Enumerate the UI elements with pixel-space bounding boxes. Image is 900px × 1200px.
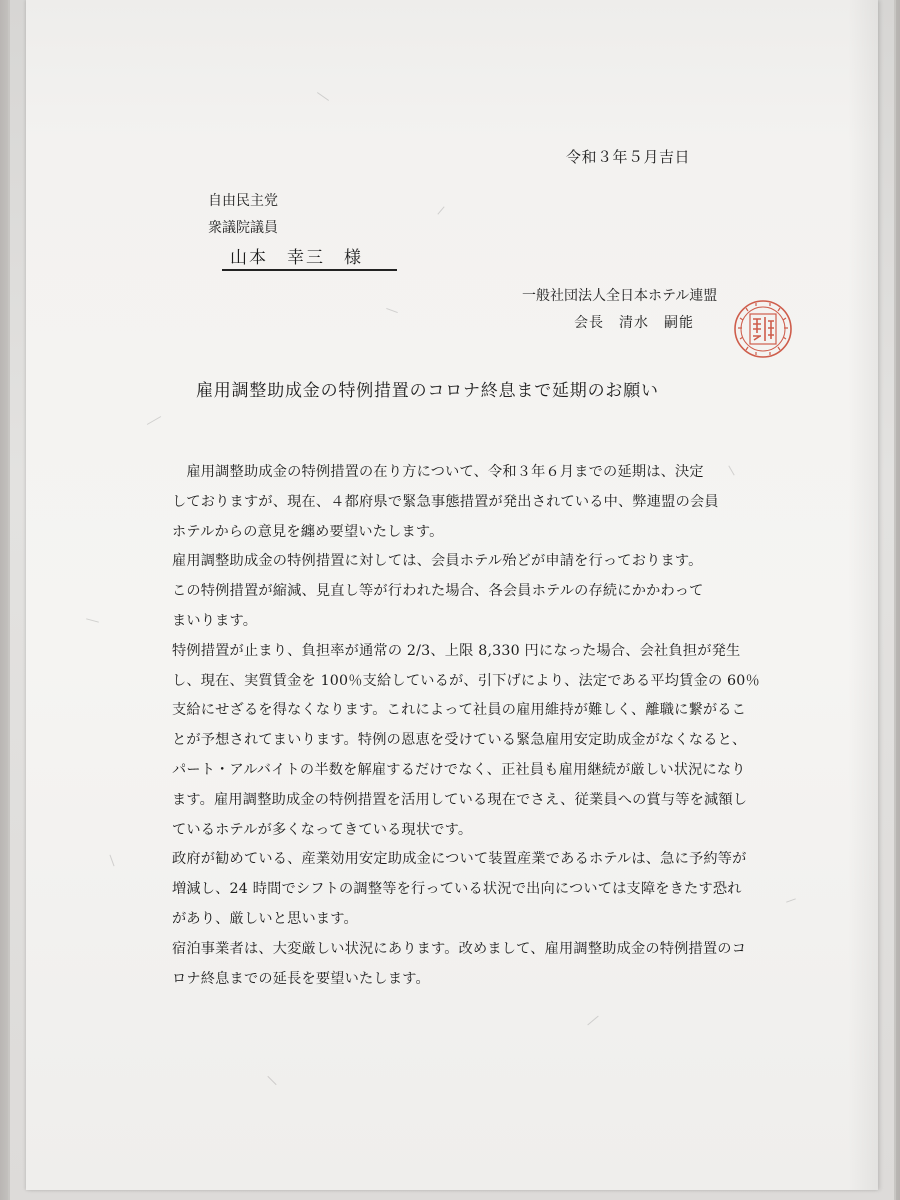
paper-fiber: [587, 1016, 598, 1026]
official-seal-stamp: [732, 298, 794, 360]
body-text-line: ロナ終息までの延長を要望いたします。: [172, 970, 430, 987]
paper-fiber: [386, 308, 398, 313]
body-text-line: 支給にせざるを得なくなります。これによって社員の雇用維持が難しく、離職に繋がるこ: [172, 702, 747, 719]
body-text-line: ているホテルが多くなってきている現状です。: [172, 821, 473, 838]
recipient-name: 山本 幸三 様: [230, 248, 363, 268]
paper-fiber: [437, 206, 444, 214]
body-text-line: パート・アルバイトの半数を解雇するだけでなく、正社員も雇用継続が厳しい状況になり: [172, 762, 746, 778]
recipient-underline: [222, 269, 397, 271]
body-text-line: 政府が勧めている、産業効用安定助成金について装置産業であるホテルは、急に予約等が: [172, 851, 747, 868]
paper-fiber: [317, 92, 329, 101]
body-text-line: し、現在、実質賃金を 100％支給しているが、引下げにより、法定である平均賃金の 60％: [172, 672, 760, 689]
body-text-line: 特例措置が止まり、負担率が通常の 2/3、上限 8,330 円になった場合、会社負担が発生: [172, 642, 741, 659]
body-text-line: しておりますが、現在、４都府県で緊急事態措置が発出されている中、弊連盟の会員: [172, 493, 719, 510]
body-text-line: まいります。: [172, 613, 258, 629]
body-text-line: とが予想されてまいります。特例の恩恵を受けている緊急雇用安定助成金がなくなると、: [172, 732, 747, 749]
body-text-line: この特例措置が縮減、見直し等が行われた場合、各会員ホテルの存続にかかわって: [172, 583, 704, 600]
recipient-role: 衆議院議員: [208, 220, 278, 236]
body-text-line: 雇用調整助成金の特例措置に対しては、会員ホテル殆どが申請を行っております。: [172, 553, 703, 570]
sender-organization: 一般社団法人全日本ホテル連盟: [522, 288, 718, 304]
paper-fiber: [728, 465, 734, 475]
paper-fiber: [86, 618, 99, 622]
body-text-line: ホテルからの意見を纏め要望いたします。: [172, 523, 444, 540]
letter-date: 令和３年５月吉日: [566, 148, 691, 166]
letter-title: 雇用調整助成金の特例措置のコロナ終息まで延期のお願い: [196, 381, 659, 401]
body-text-line: があり、厳しいと思います。: [172, 911, 358, 927]
paper-fiber: [786, 898, 796, 902]
paper-fiber: [109, 855, 114, 867]
body-text-line: 増減し、24 時間でシフトの調整等を行っている状況で出向については支障をきたす恐れ: [172, 881, 742, 898]
paper-fiber: [147, 416, 161, 425]
paper-fiber: [267, 1076, 276, 1085]
body-text-line: 宿泊事業者は、大変厳しい状況にあります。改めまして、雇用調整助成金の特例措置のコ: [172, 940, 747, 957]
body-text-line: 雇用調整助成金の特例措置の在り方について、令和３年６月までの延期は、決定: [172, 464, 704, 480]
body-text-line: ます。雇用調整助成金の特例措置を活用している現在でさえ、従業員への賞与等を減額し: [172, 791, 748, 808]
sender-chair: 会長 清水 嗣能: [574, 315, 694, 331]
recipient-party: 自由民主党: [208, 193, 278, 209]
